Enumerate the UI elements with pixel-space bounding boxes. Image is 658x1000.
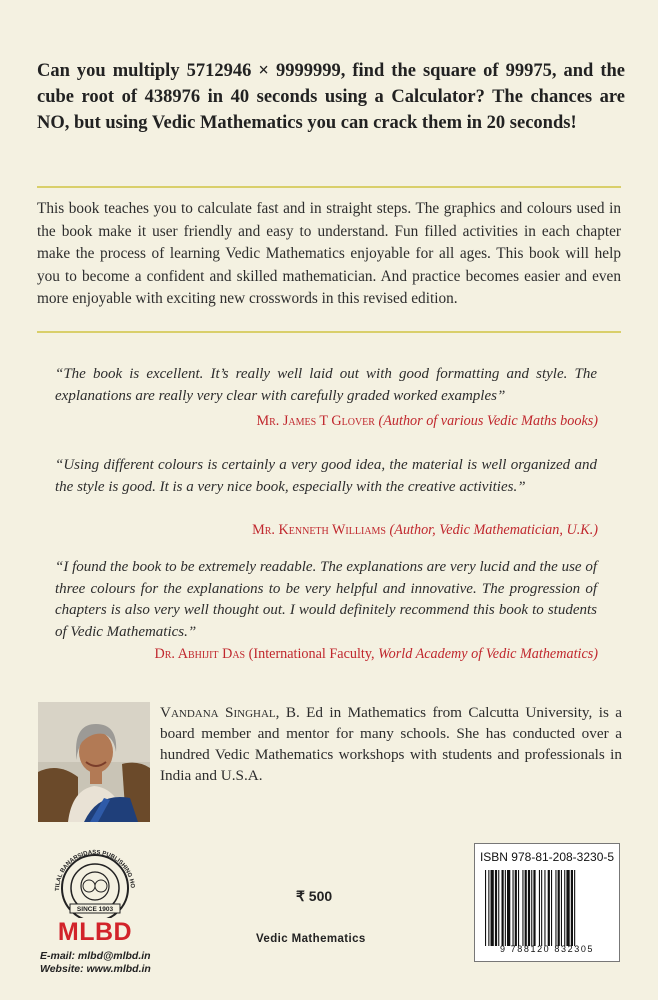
barcode-bar [502,870,504,946]
barcode-bar [541,870,542,946]
barcode-digits: 9 788120 832305 [499,944,595,954]
barcode-bar [495,870,497,946]
testimonial-attribution-1 [256,413,598,430]
barcode-bar [491,870,494,946]
barcode-bar [525,870,527,946]
barcode-bar [548,870,550,946]
testimonial-role-3-plain: (International Faculty, [248,646,375,662]
divider-bottom [37,331,621,333]
barcode-bar [561,870,562,946]
barcode-bar [574,870,575,946]
barcode-bar [485,870,486,946]
barcode-bar [518,870,519,946]
barcode-bar [488,870,489,946]
publisher-email: E-mail: mlbd@mlbd.in [40,950,151,962]
testimonial-name-3: Dr. Abhijit Das [154,646,246,662]
barcode-bar [544,870,545,946]
logo-since-text: SINCE 1903 [76,906,114,913]
author-bio [160,702,622,786]
testimonial-quote-1: “The book is excellent. It’s really well laid out with good formatting and style. The explanations are really very clear with carefully graded worked examples” [55,366,597,404]
barcode-bar [515,870,517,946]
book-price: ₹ 500 [296,888,333,904]
testimonial-name-1: Mr. James T Glover [256,413,375,429]
testimonial-role-2: (Author, Vedic Mathematician, U.K.) [389,522,598,538]
book-title: Vedic Mathematics [256,933,366,945]
barcode-bar [558,870,560,946]
testimonial-role-1: (Author of various Vedic Maths books) [378,413,598,429]
testimonial-attribution-3 [155,646,599,663]
book-description: This book teaches you to calculate fast and in straight steps. The graphics and colours used in the book make it user friendly and easy to understand. Fun filled activities in each chapter make the process of learning Vedic Mathematics enjoyable for all ages. This book will help you to become a confident and skilled mathematician. And practice becomes easier and even more enjoyable with exciting new crosswords in this revised edition. [37,200,621,307]
publisher-website: Website: www.mlbd.in [40,963,151,975]
author-bio-text: B. Ed in Mathematics from Calcutta University, is a board member and mentor for many schools. She has conducted over a hundred Vedic Mathematics workshops with students and professionals in India and U.S.A. [160,704,622,784]
testimonial-quote-2: “Using different colours is certainly a very good idea, the material is well organized and the style is good. It is a very nice book, especially with the creative activities.” [55,457,597,495]
logo-ring-text: TILAL BANARSIDASS PUBLISHING HO [54,849,136,892]
testimonial-attribution-2 [252,522,598,539]
barcode-bar [533,870,535,946]
barcode-bar [498,870,499,946]
testimonial-name-2: Mr. Kenneth Williams [252,522,386,538]
author-photo [38,702,150,822]
barcode-bar [522,870,523,946]
barcode-bar [513,870,514,946]
barcode-bar [564,870,565,946]
barcode-bar [505,870,506,946]
isbn-number: ISBN 978-81-208-3230-5 [479,850,615,864]
testimonial-role-3-italic: World Academy of Vedic Mathematics) [378,646,598,662]
barcode [485,870,609,946]
barcode-bar [507,870,510,946]
testimonial-quote-3: “I found the book to be extremely readable. The explanations are very lucid and the use of three colours for the explanations to be very helpful and innovative. The progression of chapters is also very well thought out. I would definitely recommend this book to students of Vedic Mathematics.” [55,559,597,640]
isbn-barcode-box [474,843,620,962]
barcode-bar [566,870,569,946]
headline-question: Can you multiply 5712946 × 9999999, find the square of 99975, and the cube root of 438976 in 40 seconds using a Calculator? The chances are NO, but using Vedic Mathematics you can crack them in 20 seconds! [37,61,625,133]
barcode-bar [571,870,573,946]
publisher-logo-text: MLBD [57,918,133,946]
barcode-bar [555,870,556,946]
divider-top [37,186,621,188]
barcode-bar [528,870,530,946]
barcode-bar [531,870,532,946]
barcode-bar [551,870,552,946]
barcode-bar [539,870,540,946]
author-name: Vandana Singhal, [160,704,280,721]
